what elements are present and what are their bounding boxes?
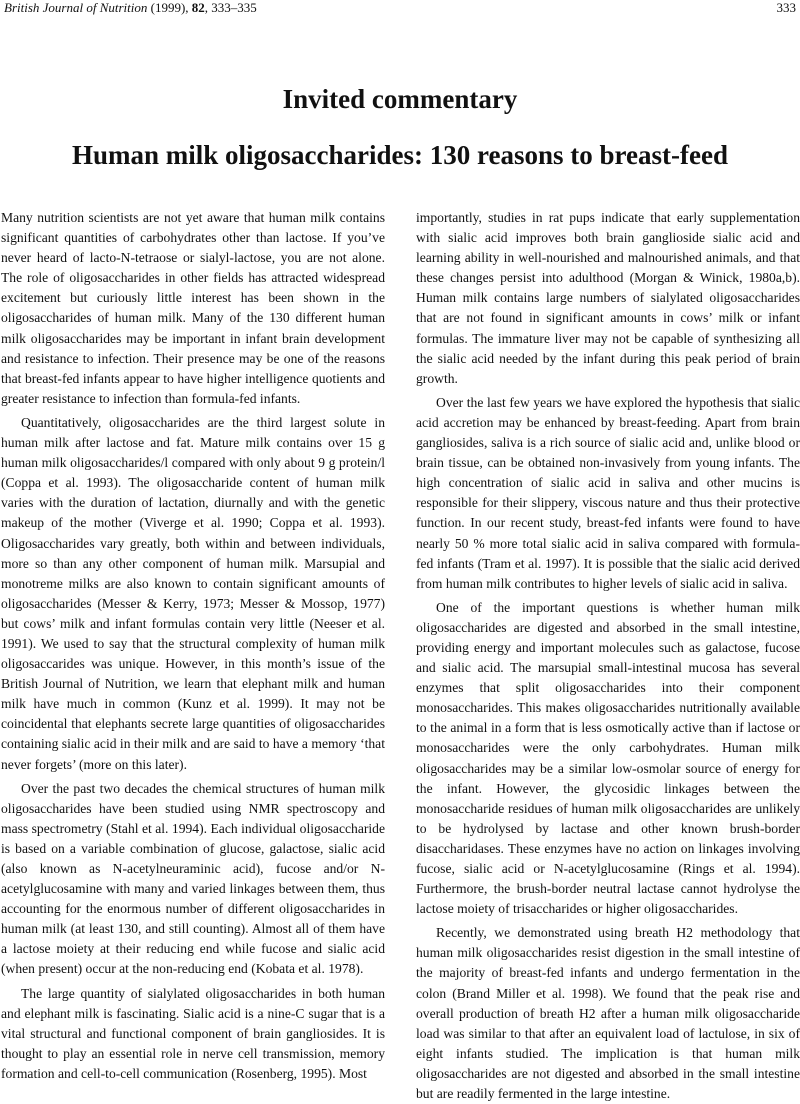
paragraph: Recently, we demonstrated using breath H2 methodology that human milk oligosaccharides resist digestion in the small intestine of the majority of breast-fed infants and undergo fermentation in the colon (Brand Miller et al. 1998). We found that the peak rise and overall production of breath H2 after a human milk oligosaccharide load was similar to that after an equivalent load of lactulose, in six of eight infants studied. The implication is that human milk oligosaccharides are not digested and absorbed in the small intestine but are readily fermented in the large intestine. (416, 925, 800, 1102)
paragraph: Over the past two decades the chemical structures of human milk oligosaccharides have been studied using NMR spectroscopy and mass spectrometry (Stahl et al. 1994). Each individual oligosaccharide is based on a variable combination of glucose, galactose, sialic acid (also known as N-acetylneuraminic acid), fucose and/or N-acetylglucosamine with many and varied linkages between them, thus accounting for the enormous number of different oligosaccharides in human milk (at least 130, and still counting). Almost all of them have a lactose moiety at their reducing end while fucose and sialic acid (when present) occur at the non-reducing end (Kobata et al. 1978). (1, 780, 385, 977)
running-head (4, 0, 796, 18)
journal-name: British Journal of Nutrition (4, 0, 148, 15)
paragraph: importantly, studies in rat pups indicate that early supplementation with sialic acid improves both brain ganglioside sialic acid and learning ability in well-nourished and malnourished animals, and that these changes persist into adulthood (Morgan & Winick, 1980a,b). Human milk contains large numbers of sialylated oligosaccharides that are not found in significant amounts in cows’ milk or infant formulas. The immature liver may not be capable of synthesizing all the sialic acid needed by the infant during this peak period of brain growth. (416, 210, 800, 386)
paragraph: Over the last few years we have explored the hypothesis that sialic acid accretion may be enhanced by breast-feeding. Apart from brain gangliosides, saliva is a rich source of sialic acid and, unlike blood or brain tissue, can be obtained non-invasively from young infants. The high concentration of sialic acid in saliva and other mucins is responsible for their slippery, viscous nature and thus their protective function. In our recent study, breast-fed infants were found to have nearly 50 % more total sialic acid in saliva compared with formula-fed infants (Tram et al. 1997). It is possible that the sialic acid derived from human milk contributes to higher levels of sialic acid in saliva. (416, 394, 800, 591)
paragraph: Quantitatively, oligosaccharides are the third largest solute in human milk after lactose and fat. Mature milk contains over 15 g human milk oligosaccharides/l compared with only about 9 g protein/l (Coppa et al. 1993). The oligosaccharide content of human milk varies with the duration of lactation, diurnally and with the genetic makeup of the mother (Viverge et al. 1990; Coppa et al. 1993). Oligosaccharides vary greatly, both within and between individuals, more so than any other component of human milk. Marsupial and monotreme milks are also known to contain significant amounts of oligosaccharides (Messer & Kerry, 1973; Messer & Mossop, 1977) but cows’ milk and infant formulas contain very little (Neeser et al. 1991). We used to say that the structural complexity of human milk oligosaccarides was unique. However, in this month’s issue of the British Journal of Nutrition, we learn that elephant milk and human milk have much in common (Kunz et al. 1999). It may not be coincidental that elephants secrete large quantities of oligosaccharides containing sialic acid in their milk and are said to have a memory ‘that never forgets’ (more on this later). (1, 414, 385, 772)
journal-pages: , 333–335 (204, 0, 257, 15)
paragraph: One of the important questions is whether human milk oligosaccharides are digested and absorbed in the small intestine, providing energy and important molecules such as galactose, fucose and sialic acid. The marsupial small-intestinal mucosa has several enzymes that split oligosaccharides into their component monosaccharides. This makes oligosaccharides nutritionally available to the animal in a form that is less osmotically active than if lactose or monosaccharides were the only carbohydrates. Human milk oligosaccharides may be a similar low-osmolar source of energy for the infant. However, the glycosidic linkages between the monosaccharide residues of human milk oligosaccharides are unlikely to be hydrolysed by lactase and other known brush-border disaccharidases. These enzymes have no action on linkages involving fucose, sialic acid or N-acetylglucosamine (Rings et al. 1994). Furthermore, the brush-border neutral lactase cannot hydrolyse the lactose moiety of trisaccharides or higher oligosaccharides. (416, 599, 800, 917)
section-kicker: Invited commentary (282, 84, 518, 114)
journal-volume: 82 (191, 0, 205, 15)
paragraph: Many nutrition scientists are not yet aware that human milk contains significant quantities of carbohydrates other than lactose. If you’ve never heard of lacto-N-tetraose or sialyl-lactose, you are not alone. The role of oligosaccharides in other fields has attracted widespread excitement but curiously little interest has been shown in the oligosaccharides of human milk. Many of the 130 different human milk oligosaccharides may be important in infant brain development and resistance to infection. Their presence may be one of the reasons that breast-fed infants appear to have higher intelligence quotients and greater resistance to infection than formula-fed infants. (1, 210, 385, 406)
paragraph: The large quantity of sialylated oligosaccharides in both human and elephant milk is fascinating. Sialic acid is a nine-C sugar that is a vital structural and functional component of brain gangliosides. It is thought to play an essential role in nerve cell transmission, memory formation and cell-to-cell communication (Rosenberg, 1995). Most (1, 985, 385, 1081)
article-title: Human milk oligosaccharides: 130 reasons to breast-feed (72, 140, 728, 170)
journal-year: (1999), (150, 0, 189, 15)
right-column (416, 208, 800, 1102)
journal-citation (4, 0, 257, 16)
page-number: 333 (776, 0, 796, 15)
left-column (1, 208, 385, 1092)
